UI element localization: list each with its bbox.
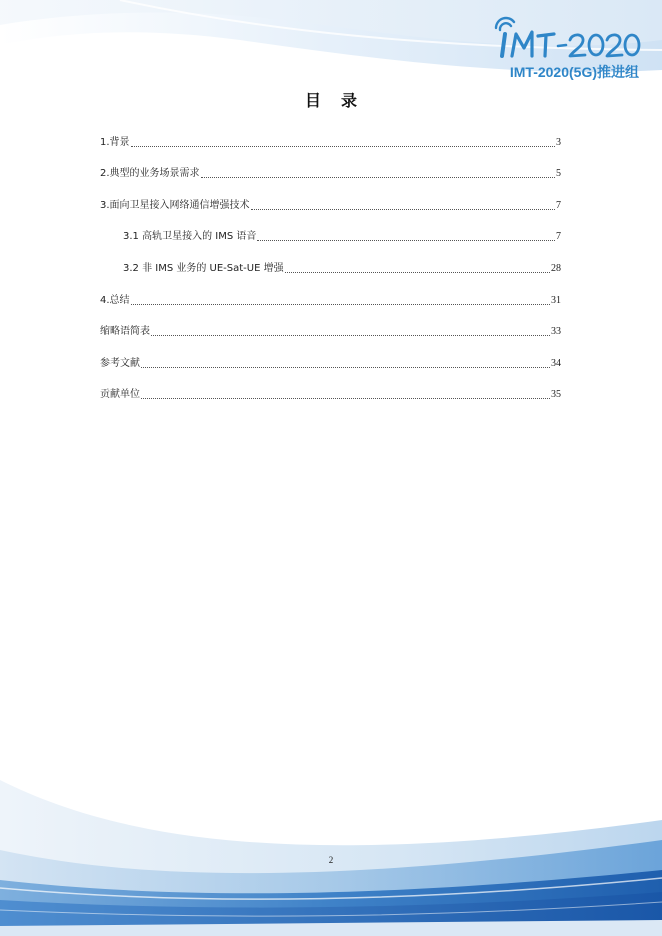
toc-entry-label: 2.典型的业务场景需求 (100, 168, 200, 180)
toc-entry-label: 4.总结 (100, 294, 130, 306)
footer-decoration (0, 760, 662, 936)
toc-entry-label: 3.面向卫星接入网络通信增强技术 (100, 199, 250, 211)
logo-subtitle: IMT-2020(5G)推进组 (509, 64, 639, 80)
toc-entry-page: 33 (551, 326, 561, 338)
toc-entry-label: 3.2 非 IMS 业务的 UE-Sat-UE 增强 (123, 262, 284, 274)
dot-leader (285, 271, 550, 273)
toc-entry-page: 3 (556, 136, 561, 148)
toc-entry-ue-sat-ue[interactable] (100, 248, 561, 280)
toc-entry-page: 5 (556, 168, 561, 180)
toc-entry-ims-voice[interactable] (100, 217, 561, 249)
toc-title-char: 目 (304, 91, 331, 110)
toc-title (0, 88, 662, 111)
dot-leader (251, 208, 555, 210)
toc-entry-abbreviations[interactable] (100, 312, 561, 344)
page-number: 2 (328, 855, 334, 865)
toc-entry-references[interactable] (100, 343, 561, 375)
dot-leader (201, 176, 555, 178)
toc-entry-summary[interactable] (100, 280, 561, 312)
toc-entry-enhancements[interactable] (100, 185, 561, 217)
dot-leader (257, 239, 555, 241)
table-of-contents (100, 122, 561, 406)
toc-entry-label: 1.背景 (100, 136, 130, 148)
dot-leader (141, 397, 550, 399)
toc-entry-page: 34 (551, 357, 561, 369)
toc-entry-page: 7 (556, 199, 561, 211)
dot-leader (151, 334, 550, 336)
toc-entry-page: 31 (551, 294, 561, 306)
toc-entry-scenarios[interactable] (100, 154, 561, 186)
dot-leader (131, 145, 555, 147)
toc-entry-label: 缩略语简表 (100, 326, 150, 338)
toc-entry-label: 贡献单位 (100, 389, 140, 401)
toc-entry-contributors[interactable] (100, 375, 561, 407)
dot-leader (141, 366, 550, 368)
toc-entry-page: 28 (551, 262, 561, 274)
imt2020-logo (492, 14, 642, 84)
toc-entry-background[interactable] (100, 122, 561, 154)
toc-entry-page: 35 (551, 389, 561, 401)
imt2020-logo-mark (492, 14, 642, 62)
toc-entry-page: 7 (556, 231, 561, 243)
toc-title-char: 录 (341, 91, 368, 110)
dot-leader (131, 303, 550, 305)
toc-entry-label: 参考文献 (100, 357, 140, 369)
toc-entry-label: 3.1 高轨卫星接入的 IMS 语音 (123, 231, 257, 243)
